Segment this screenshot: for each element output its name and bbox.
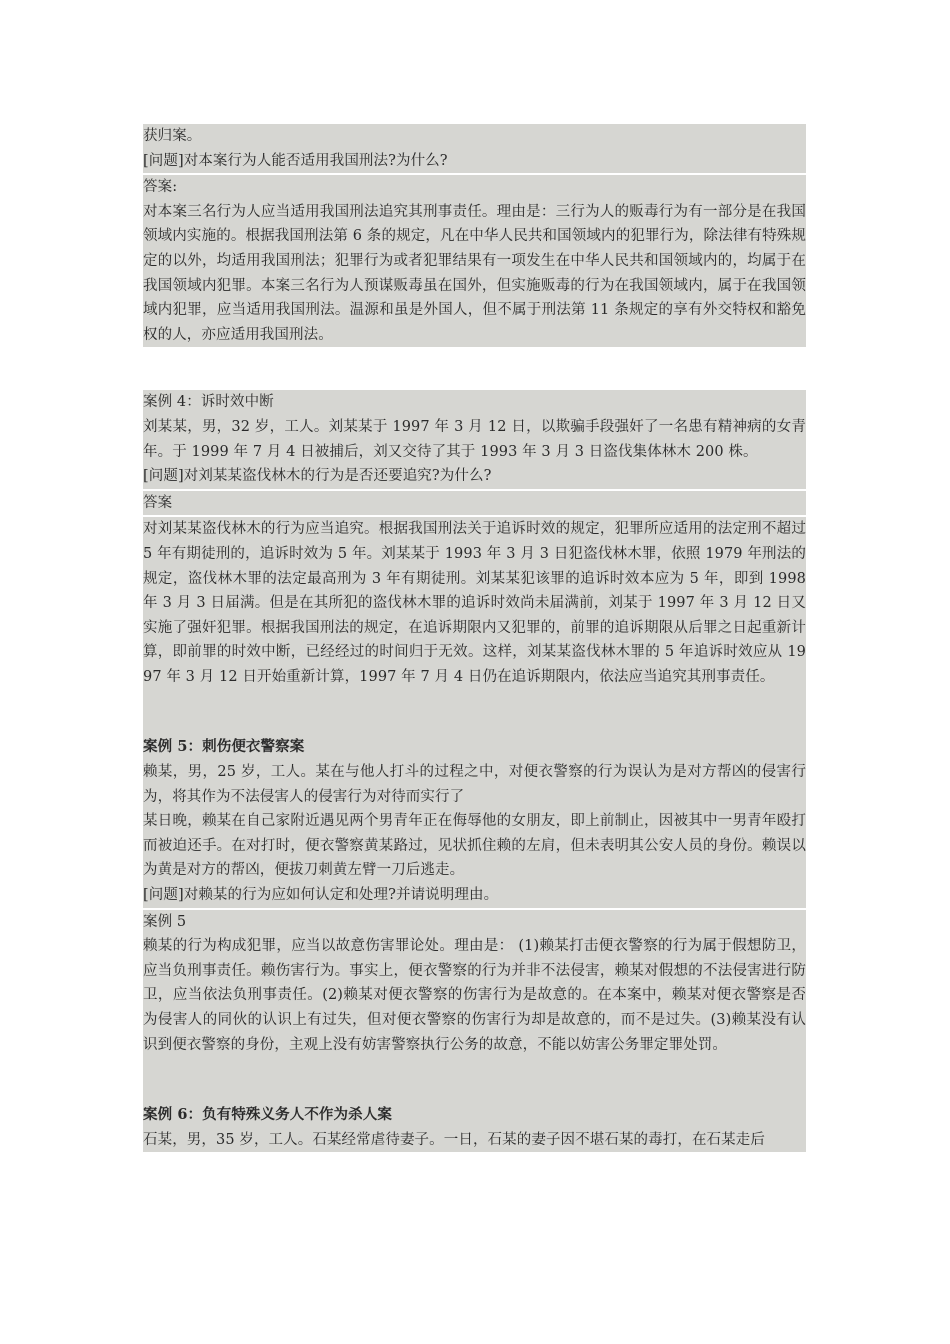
case4-block — [143, 390, 806, 488]
case4-title: 案例 4：诉时效中断 — [143, 394, 274, 411]
case5-facts1: 赖某，男，25 岁，工人。某在与他人打斗的过程之中，对便衣警察的行为误认为是对方帮凶的侵害行为，将其作为不法侵害人的侵害行为对待而实行了 — [143, 764, 806, 805]
case5-block — [143, 735, 806, 907]
intro-answer-label: 答案: — [143, 179, 178, 196]
case4-question: [问题]对刘某某盗伐林木的行为是否还要追究?为什么? — [143, 468, 492, 485]
case4-answer-block — [143, 517, 806, 689]
case6-facts: 石某，男，35 岁，工人。石某经常虐待妻子。一日，石某的妻子因不堪石某的毒打，在石某走后 — [143, 1131, 765, 1148]
intro-block — [143, 124, 806, 173]
intro-line: 获归案。 — [143, 128, 202, 144]
intro-question: [问题]对本案行为人能否适用我国刑法?为什么? — [143, 152, 448, 169]
case5-trailing-space — [143, 1057, 806, 1103]
case5-title: 案例 5：刺伤便衣警察案 — [143, 738, 305, 756]
case6-block — [143, 1103, 806, 1152]
intro-answer-block — [143, 175, 806, 347]
case6-title: 案例 6：负有特殊义务人不作为杀人案 — [143, 1106, 392, 1124]
case5-answer-label: 案例 5 — [143, 913, 187, 930]
case5-answer-block — [143, 910, 806, 1058]
case4-facts: 刘某某，男，32 岁，工人。刘某某于 1997 年 3 月 12 日，以欺骗手段强奸了一名患有精神病的女青年。于 1999 年 7 月 4 日被捕后，刘又交待了其于 1993 年 3 月 3 日盗伐集体林木 200 株。 — [143, 418, 806, 460]
case4-trailing-space — [143, 689, 806, 735]
case5-question: [问题]对赖某的行为应如何认定和处理?并请说明理由。 — [143, 887, 499, 904]
document-page — [143, 124, 806, 1152]
intro-answer-text: 对本案三名行为人应当适用我国刑法追究其刑事责任。理由是：三行为人的贩毒行为有一部分是在我国领域内实施的。根据我国刑法第 6 条的规定，凡在中华人民共和国领域内的犯罪行为，除法律有特殊规定的以外，均适用我国刑法；犯罪行为或者犯罪结果有一项发生在中华人民共和国领域内的，均属于在我国领域内犯罪。本案三名行为人预谋贩毒虽在国外，但实施贩毒的行为在我国领域内，属于在我国领域内犯罪，应当适用我国刑法。温源和虽是外国人，但不属于刑法第 11 条规定的享有外交特权和豁免权的人，亦应适用我国刑法。 — [143, 203, 806, 343]
case4-answer-label: 答案 — [143, 494, 173, 511]
case5-answer-text: 赖某的行为构成犯罪，应当以故意伤害罪论处。理由是： (1)赖某打击便衣警察的行为属于假想防卫，应当负刑事责任。赖伤害行为。事实上，便衣警察的行为并非不法侵害，赖某对假想的不法侵害进行防卫，应当依法负刑事责任。(2)赖某对便衣警察的伤害行为是故意的。在本案中，赖某对便衣警察是否为侵害人的同伙的认识上有过失，但对便衣警察的伤害行为却是故意的，而不是过失。(3)赖某没有认识到便衣警察的身份，主观上没有妨害警察执行公务的故意，不能以妨害公务罪定罪处罚。 — [143, 938, 806, 1053]
case5-facts2: 某日晚，赖某在自己家附近遇见两个男青年正在侮辱他的女朋友，即上前制止，因被其中一男青年殴打而被迫还手。在对打时，便衣警察黄某路过，见状抓住赖的左肩，但未表明其公安人员的身份。赖误以为黄是对方的帮凶，便拔刀刺黄左臂一刀后逃走。 — [143, 813, 806, 879]
case4-answer-text: 对刘某某盗伐林木的行为应当追究。根据我国刑法关于追诉时效的规定，犯罪所应适用的法定刑不超过 5 年有期徒刑的，追诉时效为 5 年。刘某某于 1993 年 3 月 3 日犯盗伐林木罪，依照 1979 年刑法的规定，盗伐林木罪的法定最高刑为 3 年有期徒刑。刘某某犯该罪的追诉时效本应为 5 年，即到 1998 年 3 月 3 日届满。但是在其所犯的盗伐林木罪的追诉时效尚未届满前，刘某于 1997 年 3 月 12 日又实施了强奸犯罪。根据我国刑法的规定，在追诉期限内又犯罪的，前罪的追诉期限从后罪之日起重新计算，即前罪的时效中断，已经经过的时间归于无效。这样，刘某某盗伐林木罪的 5 年追诉时效应从 1997 年 3 月 12 日开始重新计算，1997 年 7 月 4 日仍在追诉期限内，依法应当追究其刑事责任。 — [143, 521, 806, 685]
case4-answer-label-block — [143, 491, 806, 516]
